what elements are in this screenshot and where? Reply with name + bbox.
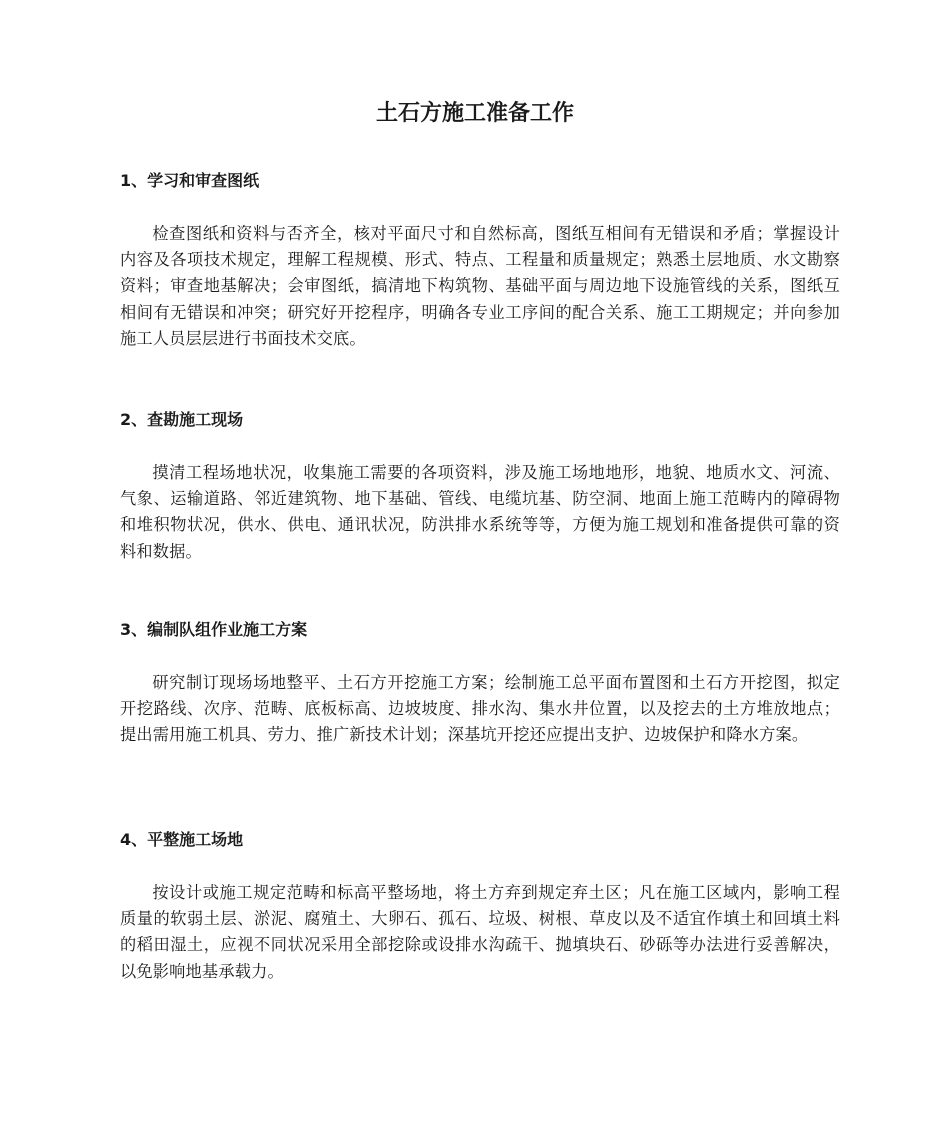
section-paragraph: 检查图纸和资料与否齐全，核对平面尺寸和自然标高，图纸互相间有无错误和矛盾；掌握设计内容及各项技术规定，理解工程规模、形式、特点、工程量和质量规定；熟悉土层地质、水文勘察资料；审查地基解决；会审图纸，搞清地下构筑物、基础平面与周边地下设施管线的关系，图纸互相间有无错误和冲突；研究好开挖程序，明确各专业工序间的配合关系、施工工期规定；并向参加施工人员层层进行书面技术交底。 [120,224,840,348]
section-site-leveling [120,828,840,985]
document-title: 土石方施工准备工作 [375,101,574,126]
section-heading: 1、学习和审查图纸 [120,171,260,190]
section-heading: 3、编制队组作业施工方案 [120,620,308,639]
section-paragraph: 研究制订现场场地整平、土石方开挖施工方案；绘制施工总平面布置图和土石方开挖图，拟定开挖路线、次序、范畴、底板标高、边坡坡度、排水沟、集水井位置，以及挖去的土方堆放地点；提出需用施工机具、劳力、推广新技术计划；深基坑开挖还应提出支护、边坡保护和降水方案。 [120,673,840,745]
section-heading: 2、查勘施工现场 [120,410,244,429]
section-paragraph: 摸清工程场地状况，收集施工需要的各项资料，涉及施工场地地形，地貌、地质水文、河流、气象、运输道路、邻近建筑物、地下基础、管线、电缆坑基、防空洞、地面上施工范畴内的障碍物和堆积物状况，供水、供电、通讯状况，防洪排水系统等等，方便为施工规划和准备提供可靠的资料和数据。 [120,463,840,561]
section-heading: 4、平整施工场地 [120,830,244,849]
section-construction-plan [120,618,840,749]
section-site-survey [120,408,840,565]
section-study-drawings [120,169,840,352]
section-paragraph: 按设计或施工规定范畴和标高平整场地，将土方弃到规定弃土区；凡在施工区域内，影响工程质量的软弱土层、淤泥、腐殖土、大卵石、孤石、垃圾、树根、草皮以及不适宜作填土和回填土料的稻田湿土，应视不同状况采用全部挖除或设排水沟疏干、抛填块石、砂砾等办法进行妥善解决，以免影响地基承载力。 [120,883,840,981]
